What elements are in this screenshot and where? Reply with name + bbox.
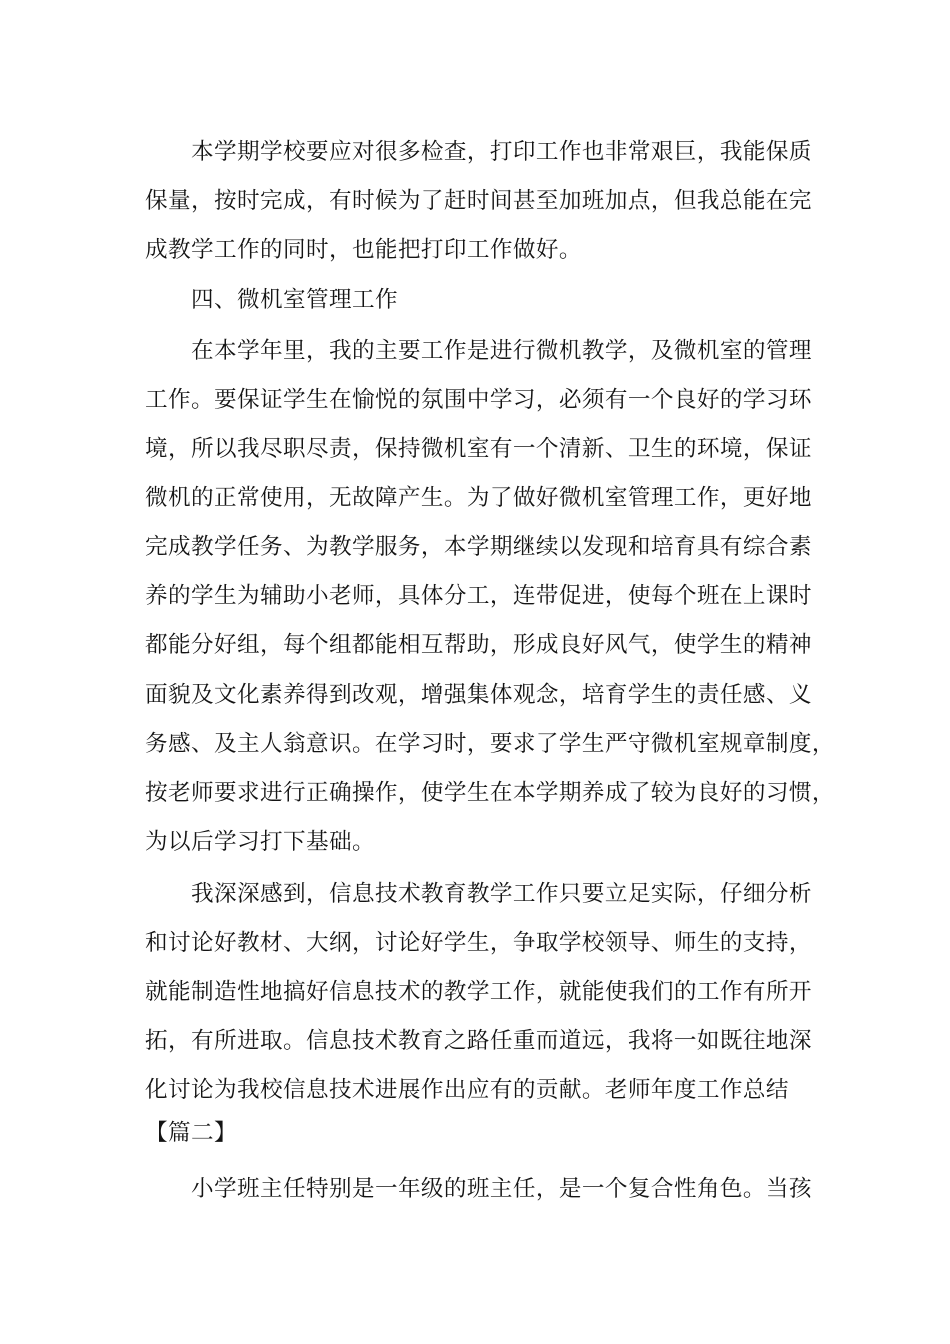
body-text-line: 养的学生为辅助小老师，具体分工，连带促进，使每个班在上课时	[145, 583, 812, 609]
body-text-line: 按老师要求进行正确操作，使学生在本学期养成了较为良好的习惯，	[145, 780, 835, 806]
body-text-line: 我深深感到，信息技术教育教学工作只要立足实际，仔细分析	[191, 881, 812, 907]
body-text-line: 保量，按时完成，有时候为了赶时间甚至加班加点，但我总能在完	[145, 188, 812, 214]
body-text-line: 在本学年里，我的主要工作是进行微机教学，及微机室的管理	[191, 338, 812, 364]
body-text-line: 境，所以我尽职尽责，保持微机室有一个清新、卫生的环境，保证	[145, 436, 812, 462]
body-text-line: 成教学工作的同时，也能把打印工作做好。	[145, 237, 582, 263]
body-text-line: 工作。要保证学生在愉悦的氛围中学习，必须有一个良好的学习环	[145, 387, 812, 413]
body-text-line: 为以后学习打下基础。	[145, 829, 375, 855]
body-text-line: 化讨论为我校信息技术进展作出应有的贡献。老师年度工作总结	[145, 1077, 789, 1103]
body-text-line: 微机的正常使用，无故障产生。为了做好微机室管理工作，更好地	[145, 485, 812, 511]
body-text-line: 和讨论好教材、大纲，讨论好学生，争取学校领导、师生的支持，	[145, 930, 812, 956]
body-text-line: 就能制造性地搞好信息技术的教学工作，就能使我们的工作有所开	[145, 979, 812, 1005]
body-text-line: 完成教学任务、为教学服务，本学期继续以发现和培育具有综合素	[145, 534, 812, 560]
chapter-marker: 【篇二】	[145, 1120, 237, 1146]
body-text-line: 小学班主任特别是一年级的班主任，是一个复合性角色。当孩	[191, 1176, 812, 1202]
body-text-line: 面貌及文化素养得到改观，增强集体观念，培育学生的责任感、义	[145, 682, 812, 708]
section-heading: 四、微机室管理工作	[191, 287, 398, 313]
body-text-line: 拓，有所进取。信息技术教育之路任重而道远，我将一如既往地深	[145, 1028, 812, 1054]
body-text-line: 都能分好组，每个组都能相互帮助，形成良好风气，使学生的精神	[145, 632, 812, 658]
body-text-line: 本学期学校要应对很多检查，打印工作也非常艰巨，我能保质	[191, 139, 812, 165]
body-text-line: 务感、及主人翁意识。在学习时，要求了学生严守微机室规章制度，	[145, 731, 835, 757]
